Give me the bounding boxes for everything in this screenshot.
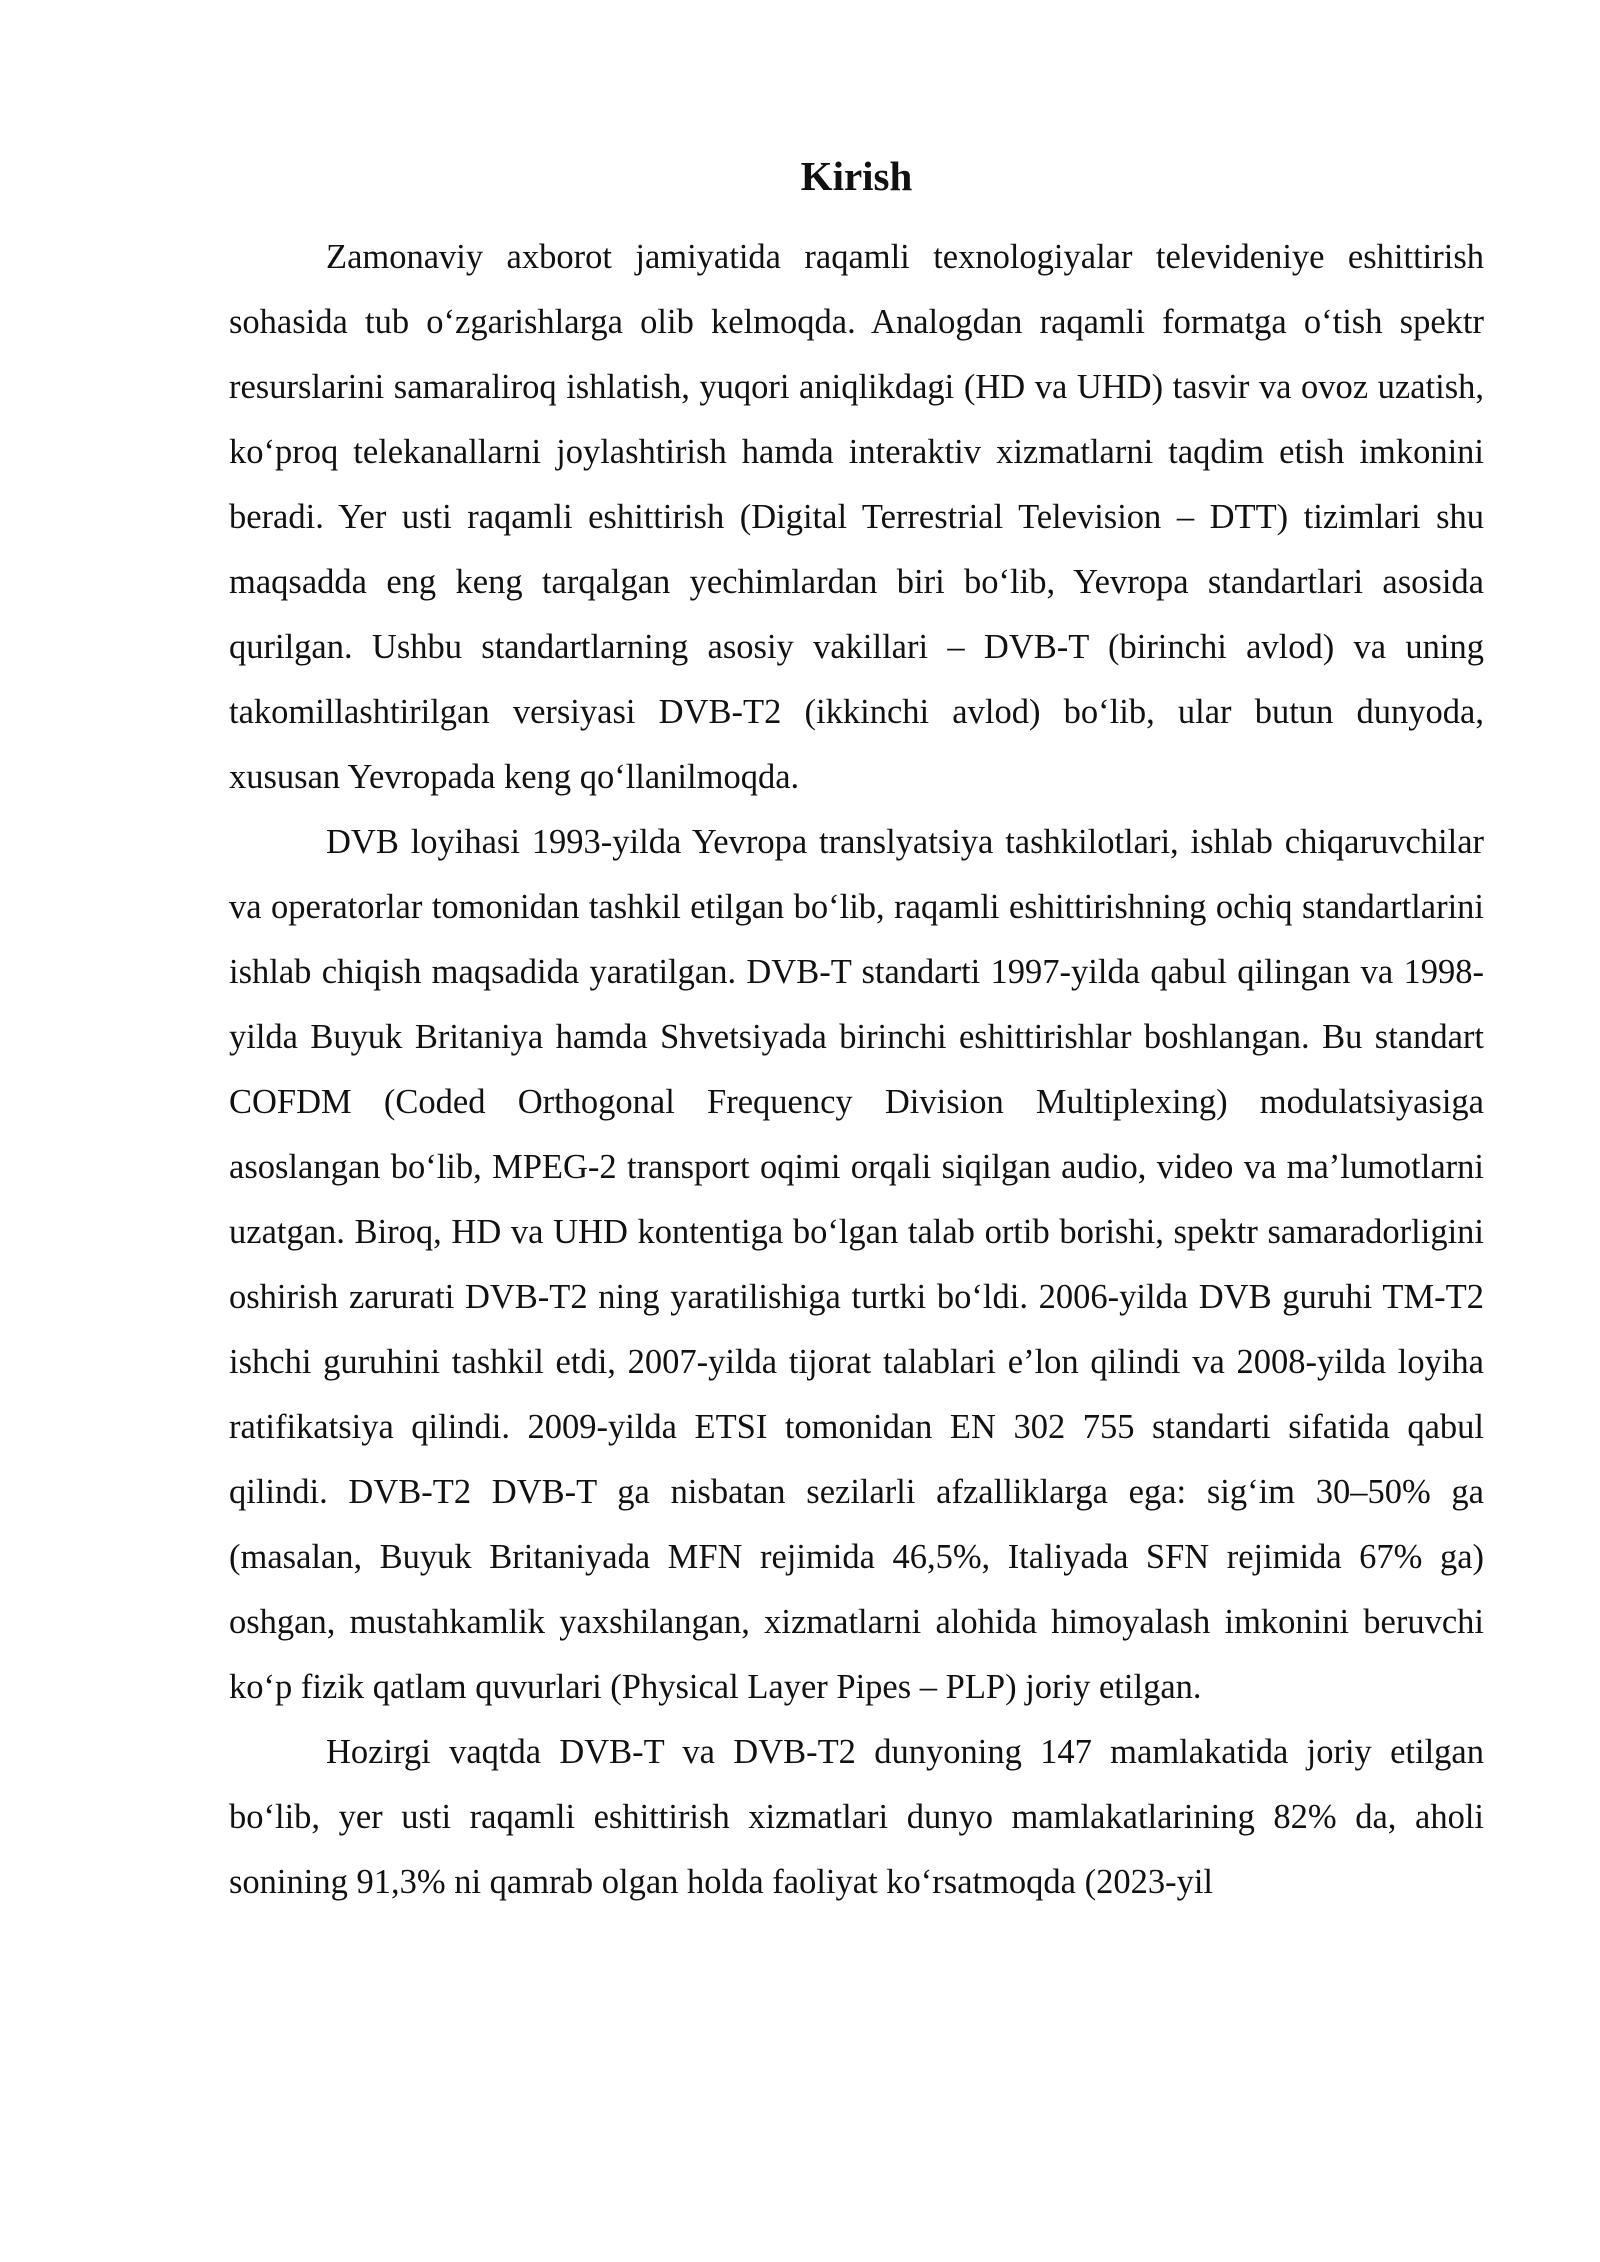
paragraph-1: Zamonaviy axborot jamiyatida raqamli texnologiyalar televideniye eshittirish sohasida tub o‘zgarishlarga olib kelmoqda. Analogdan raqamli formatga o‘tish spektr resurslarini samaraliroq ishlatish, yuqori aniqlikdagi (HD va UHD) tasvir va ovoz uzatish, ko‘proq telekanallarni joylashtirish hamda interaktiv xizmatlarni taqdim etish imkonini beradi. Yer usti raqamli eshittirish (Digital Terrestrial Television – DTT) tizimlari shu maqsadda eng keng tarqalgan yechimlardan biri bo‘lib, Yevropa standartlari asosida qurilgan. Ushbu standartlarning asosiy vakillari – DVB-T (birinchi avlod) va uning takomillashtirilgan versiyasi DVB-T2 (ikkinchi avlod) bo‘lib, ular butun dunyoda, xususan Yevropada keng qo‘llanilmoqda. (229, 238, 1484, 796)
paragraph-2: DVB loyihasi 1993-yilda Yevropa translyatsiya tashkilotlari, ishlab chiqaruvchilar va operatorlar tomonidan tashkil etilgan bo‘lib, raqamli eshittirishning ochiq standartlarini ishlab chiqish maqsadida yaratilgan. DVB-T standarti 1997-yilda qabul qilingan va 1998-yilda Buyuk Britaniya hamda Shvetsiyada birinchi eshittirishlar boshlangan. Bu standart COFDM (Coded Orthogonal Frequency Division Multiplexing) modulatsiyasiga asoslangan bo‘lib, MPEG-2 transport oqimi orqali siqilgan audio, video va ma’lumotlarni uzatgan. Biroq, HD va UHD kontentiga bo‘lgan talab ortib borishi, spektr samaradorligini oshirish zarurati DVB-T2 ning yaratilishiga turtki bo‘ldi. 2006-yilda DVB guruhi TM-T2 ishchi guruhini tashkil etdi, 2007-yilda tijorat talablari e’lon qilindi va 2008-yilda loyiha ratifikatsiya qilindi. 2009-yilda ETSI tomonidan EN 302 755 standarti sifatida qabul qilindi. DVB-T2 DVB-T ga nisbatan sezilarli afzalliklarga ega: sig‘im 30–50% ga (masalan, Buyuk Britaniyada MFN rejimida 46,5%, Italiyada SFN rejimida 67% ga) oshgan, mustahkamlik yaxshilangan, xizmatlarni alohida himoyalash imkonini beruvchi ko‘p fizik qatlam quvurlari (Physical Layer Pipes – PLP) joriy etilgan. (229, 823, 1484, 1706)
section-heading: Kirish (800, 153, 913, 199)
body-text (229, 225, 1484, 1915)
paragraph-3: Hozirgi vaqtda DVB-T va DVB-T2 dunyoning 147 mamlakatida joriy etilgan bo‘lib, yer usti raqamli eshittirish xizmatlari dunyo mamlakatlarining 82% da, aholi sonining 91,3% ni qamrab olgan holda faoliyat ko‘rsatmoqda (2023-yil (229, 1733, 1484, 1901)
